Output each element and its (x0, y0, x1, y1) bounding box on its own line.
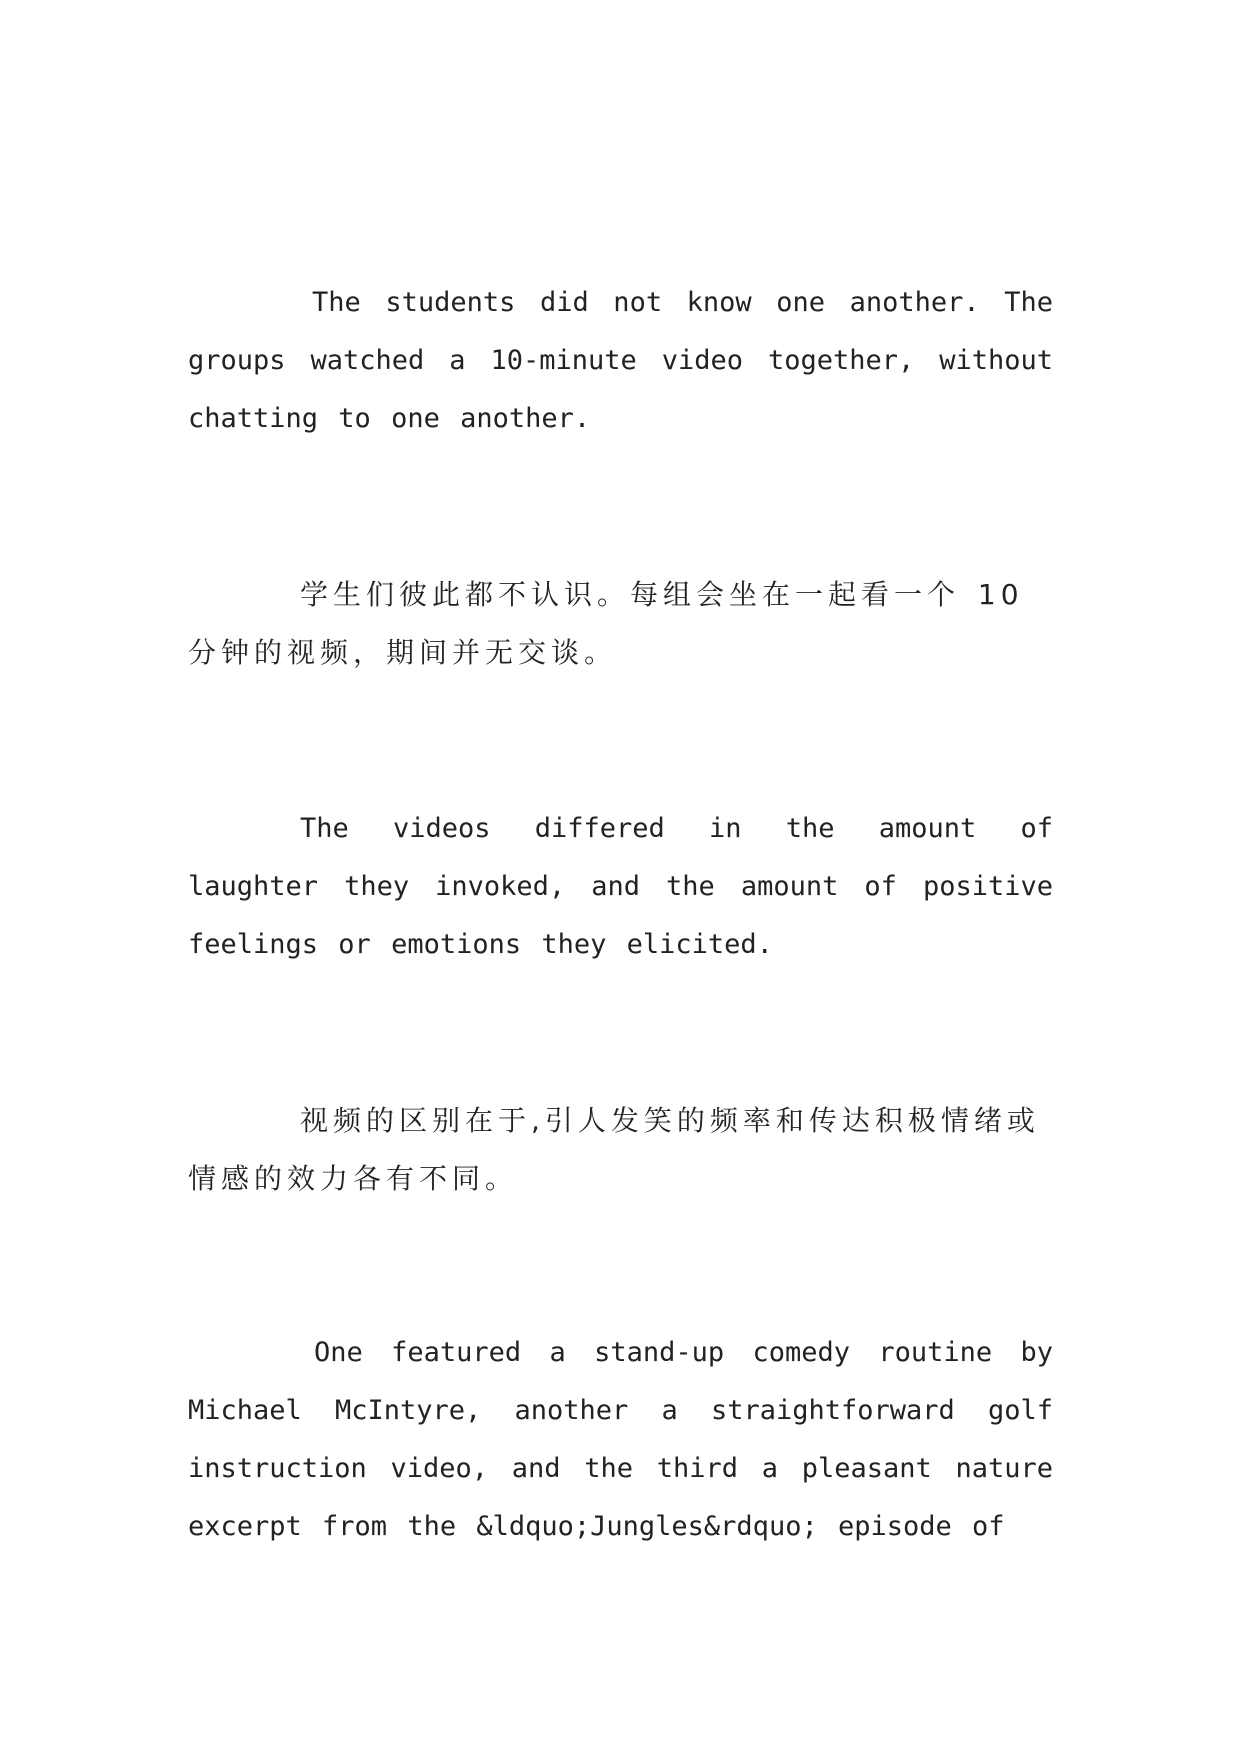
paragraph-english-3: One featured a stand-up comedy routine by Michael McIntyre, another a straightforward golf instruction video, and the third a pleasant nature excerpt from the &ldquo;Jungles&rdquo; episode of (188, 1337, 1053, 1542)
paragraph-english-1: The students did not know one another. The groups watched a 10-minute video together, without chatting to one another. (188, 287, 1053, 434)
paragraph-chinese-1: 学生们彼此都不认识。每组会坐在一起看一个 10 分钟的视频，期间并无交谈。 (188, 578, 1024, 669)
paragraph-english-2: The videos differed in the amount of laughter they invoked, and the amount of positive feelings or emotions they elicited. (188, 813, 1053, 960)
paragraph-chinese-2: 视频的区别在于,引人发笑的频率和传达积极情绪或情感的效力各有不同。 (188, 1104, 1040, 1195)
